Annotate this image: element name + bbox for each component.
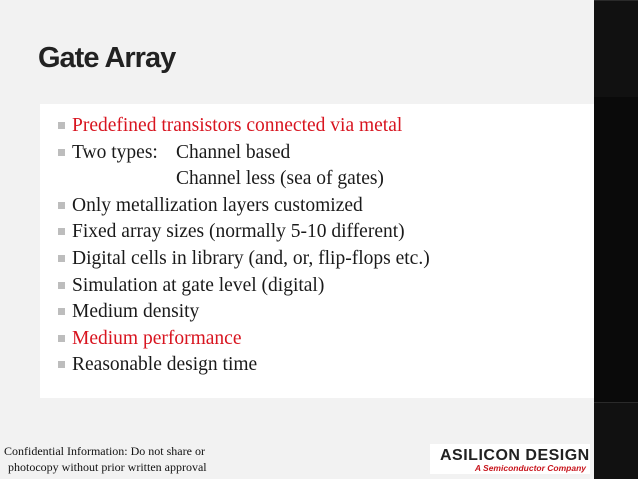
bullet-item [58,326,578,353]
square-bullet-icon [58,255,65,262]
square-bullet-icon [58,361,65,368]
sidebar-segment [594,402,638,479]
bullet-item [58,273,578,300]
bullet-text: Reasonable design time [72,354,258,376]
bullet-text: Medium density [72,301,200,323]
square-bullet-icon [58,335,65,342]
bullet-item-two-types [58,140,578,193]
confidential-line: Confidential Information: Do not share or [4,444,205,458]
square-bullet-icon [58,122,65,129]
confidential-notice [4,443,207,475]
square-bullet-icon [58,149,65,156]
bullet-item [58,246,578,273]
bullet-text: Digital cells in library (and, or, flip-flops etc.) [72,247,430,269]
bullet-item [58,193,578,220]
logo-tagline: A Semiconductor Company [474,463,586,473]
slide-title: Gate Array [38,42,176,74]
sidebar-segment [594,0,638,97]
right-sidebar-bar [594,0,638,478]
square-bullet-icon [58,228,65,235]
bullet-item [58,113,578,140]
bullet-text: Fixed array sizes (normally 5-10 different) [72,221,405,243]
bullet-text: Medium performance [72,327,242,349]
bullet-item [58,299,578,326]
logo-name: ASILICON DESIGN [440,447,590,464]
bullet-text: Simulation at gate level (digital) [72,274,325,296]
company-logo [430,444,590,474]
square-bullet-icon [58,282,65,289]
two-types-value: Channel based [176,141,291,163]
bullet-item [58,352,578,379]
confidential-line: photocopy without prior written approval [8,460,207,474]
square-bullet-icon [58,308,65,315]
square-bullet-icon [58,202,65,209]
two-types-value: Channel less (sea of gates) [176,168,384,190]
bullet-text: Only metallization layers customized [72,194,363,216]
two-types-label: Two types: [72,141,158,163]
bullet-list [58,113,578,379]
bullet-text: Predefined transistors connected via metal [72,115,403,136]
bullet-item [58,219,578,246]
